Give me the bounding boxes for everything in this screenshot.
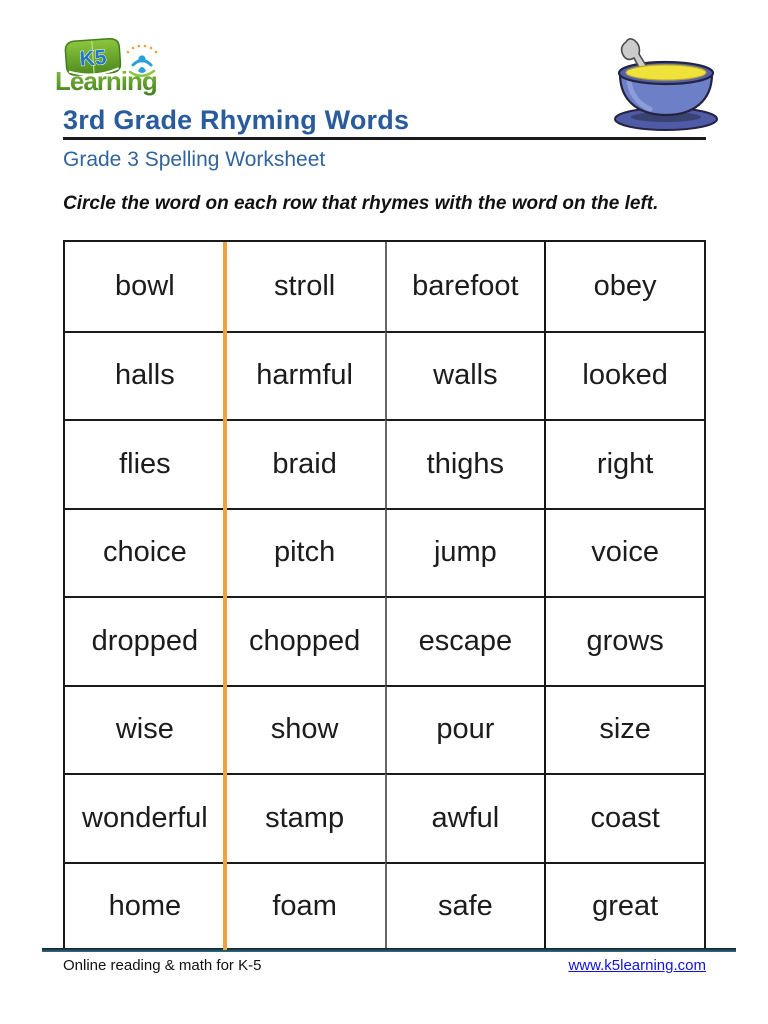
option-word[interactable]: walls — [385, 331, 545, 420]
table-row — [65, 685, 704, 774]
prompt-word: home — [65, 862, 225, 951]
prompt-word: wise — [65, 685, 225, 774]
option-word[interactable]: looked — [544, 331, 704, 420]
k5-learning-logo — [54, 34, 194, 96]
footer-website-link[interactable]: www.k5learning.com — [568, 957, 706, 974]
prompt-word: choice — [65, 508, 225, 597]
option-word[interactable]: foam — [225, 862, 385, 951]
title-divider — [63, 137, 706, 140]
option-word[interactable]: grows — [544, 596, 704, 685]
option-word[interactable]: voice — [544, 508, 704, 597]
footer-tagline: Online reading & math for K-5 — [63, 957, 262, 974]
logo-learning-text: Learning — [55, 66, 157, 96]
option-word[interactable]: coast — [544, 773, 704, 862]
option-word[interactable]: harmful — [225, 331, 385, 420]
option-word[interactable]: stroll — [225, 242, 385, 331]
table-row — [65, 862, 704, 951]
footer-divider — [42, 948, 736, 952]
prompt-word: wonderful — [65, 773, 225, 862]
prompt-word: bowl — [65, 242, 225, 331]
prompt-word: dropped — [65, 596, 225, 685]
instructions-text: Circle the word on each row that rhymes with the word on the left. — [63, 193, 659, 214]
option-word[interactable]: thighs — [385, 419, 545, 508]
page-title: 3rd Grade Rhyming Words — [63, 105, 410, 135]
option-word[interactable]: escape — [385, 596, 545, 685]
table-row — [65, 773, 704, 862]
option-word[interactable]: chopped — [225, 596, 385, 685]
option-word[interactable]: obey — [544, 242, 704, 331]
option-word[interactable]: safe — [385, 862, 545, 951]
option-word[interactable]: barefoot — [385, 242, 545, 331]
page-subtitle: Grade 3 Spelling Worksheet — [63, 148, 326, 171]
option-word[interactable]: show — [225, 685, 385, 774]
table-row — [65, 508, 704, 597]
table-row — [65, 596, 704, 685]
option-word[interactable]: awful — [385, 773, 545, 862]
option-word[interactable]: pitch — [225, 508, 385, 597]
option-word[interactable]: jump — [385, 508, 545, 597]
option-word[interactable]: braid — [225, 419, 385, 508]
table-row — [65, 242, 704, 331]
option-word[interactable]: great — [544, 862, 704, 951]
k5-learning-logo-art — [54, 34, 194, 96]
prompt-column-divider — [223, 242, 227, 950]
logo-k5-text: K5 — [78, 46, 108, 71]
option-word[interactable]: stamp — [225, 773, 385, 862]
option-word[interactable]: size — [544, 685, 704, 774]
table-row — [65, 331, 704, 420]
rhyming-words-table — [63, 240, 706, 952]
option-word[interactable]: right — [544, 419, 704, 508]
prompt-word: halls — [65, 331, 225, 420]
table-row — [65, 419, 704, 508]
option-word[interactable]: pour — [385, 685, 545, 774]
prompt-word: flies — [65, 419, 225, 508]
